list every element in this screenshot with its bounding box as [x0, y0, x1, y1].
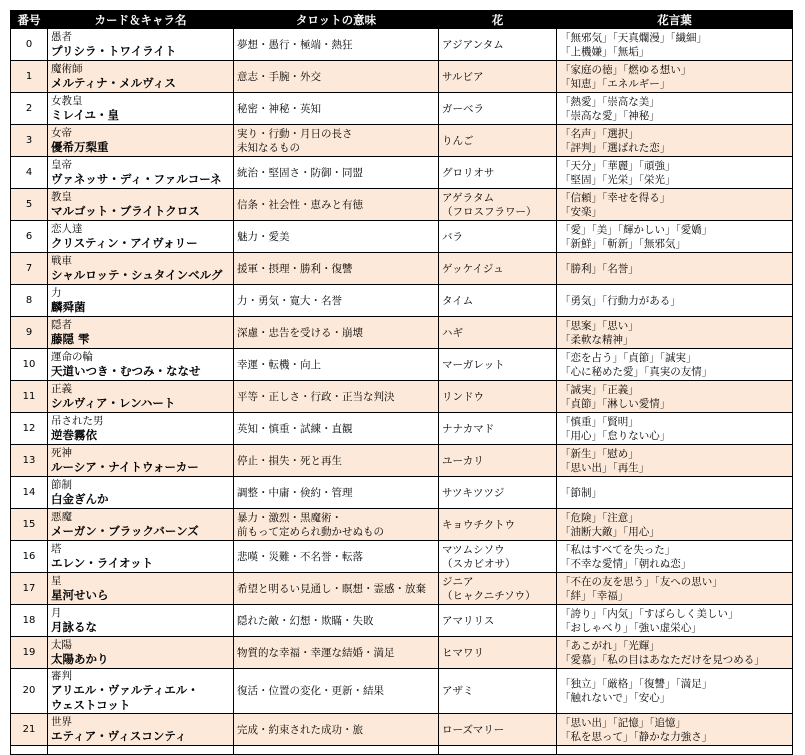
flower-language-cell — [557, 349, 793, 381]
character-name: 白金ぎんか — [51, 492, 109, 506]
card-number-cell: 1 — [11, 61, 48, 93]
meaning-line: 暴力・激烈・黒魔術・ — [237, 511, 342, 524]
flower-language-line: 「柔軟な精神」 — [560, 333, 634, 346]
flower-language-line: 「崇高な愛」「神秘」 — [560, 109, 660, 122]
flower-language-cell — [557, 413, 793, 445]
card-name-cell — [48, 61, 234, 93]
card-number-cell: 2 — [11, 93, 48, 125]
card-name-cell — [48, 669, 234, 714]
card-title: 節制 — [51, 479, 72, 491]
flower-language-line: 「貞節」「淋しい愛情」 — [560, 397, 671, 410]
flower-cell — [439, 93, 557, 125]
flower-language-cell — [557, 477, 793, 509]
tarot-meaning-cell — [234, 349, 439, 381]
flower-cell — [439, 509, 557, 541]
flower-cell — [439, 285, 557, 317]
card-number-cell: 12 — [11, 413, 48, 445]
flower-cell — [439, 317, 557, 349]
meaning-line: 秘密・神秘・英知 — [237, 102, 321, 115]
meaning-line: 力・勇気・寛大・名誉 — [237, 294, 342, 307]
card-name-cell — [48, 413, 234, 445]
flower-language-line: 「熱愛」「崇高な美」 — [560, 95, 660, 108]
flower-language-line: 「誠実」「正義」 — [560, 383, 639, 396]
character-name: ルーシア・ナイトウォーカー — [51, 460, 199, 474]
meaning-line: 実り・行動・月日の長さ — [237, 127, 353, 140]
tarot-meaning-cell — [234, 285, 439, 317]
table-row — [11, 189, 793, 221]
meaning-line: 調整・中庸・倹約・管理 — [237, 486, 353, 499]
card-name-cell — [48, 221, 234, 253]
card-title: 吊された男 — [51, 415, 104, 427]
meaning-line: 深慮・忠告を受ける・崩壊 — [237, 326, 363, 339]
card-name-cell — [48, 445, 234, 477]
flower-line: （ヒャクニチソウ） — [442, 589, 536, 602]
card-number-cell: 5 — [11, 189, 48, 221]
flower-language-line: 「不幸な愛情」「朝れぬ恋」 — [560, 557, 692, 570]
character-name: シャルロッテ・シュタインベルグ — [51, 268, 223, 282]
flower-cell — [439, 381, 557, 413]
tarot-meaning-cell — [234, 253, 439, 285]
flower-language-line: 「心に秘めた愛」「真実の友情」 — [560, 365, 713, 378]
header-flower: 花 — [439, 11, 557, 29]
flower-cell — [439, 221, 557, 253]
tarot-meaning-cell — [234, 541, 439, 573]
flower-language-line: 「恋を占う」「貞節」「誠実」 — [560, 351, 697, 364]
tarot-meaning-cell — [234, 61, 439, 93]
card-title: 女教皇 — [51, 95, 83, 107]
table-row — [11, 573, 793, 605]
card-title: 力 — [51, 287, 62, 299]
card-title: 世界 — [51, 716, 72, 728]
character-name: 藤隠 雫 — [51, 332, 90, 346]
header-card-name: カード＆キャラ名 — [48, 11, 234, 29]
table-row — [11, 445, 793, 477]
card-title: 教皇 — [51, 191, 72, 203]
empty-cell — [48, 746, 234, 755]
tarot-meaning-cell — [234, 221, 439, 253]
flower-language-cell — [557, 93, 793, 125]
flower-language-cell — [557, 445, 793, 477]
flower-cell — [439, 253, 557, 285]
flower-language-line: 「名声」「選択」 — [560, 127, 639, 140]
meaning-line: 隠れた敵・幻想・欺瞞・失敗 — [237, 614, 374, 627]
table-row — [11, 253, 793, 285]
flower-language-line: 「無邪気」「天真爛漫」「繊細」 — [560, 31, 707, 44]
meaning-line: 夢想・愚行・極端・熱狂 — [237, 38, 353, 51]
card-name-cell — [48, 637, 234, 669]
meaning-line: 物質的な幸福・幸運な結婚・満足 — [237, 646, 395, 659]
meaning-line: 悲嘆・災難・不名誉・転落 — [237, 550, 363, 563]
card-title: 星 — [51, 575, 62, 587]
flower-line: ナナカマド — [442, 422, 495, 435]
card-title: 審判 — [51, 670, 72, 682]
card-number-cell: 0 — [11, 29, 48, 61]
flower-line: ヒマワリ — [442, 646, 484, 659]
card-title: 皇帝 — [51, 159, 72, 171]
meaning-line: 停止・損失・死と再生 — [237, 454, 342, 467]
flower-language-cell — [557, 157, 793, 189]
flower-language-cell — [557, 669, 793, 714]
character-name: 天道いつき・むつみ・ななせ — [51, 364, 201, 378]
flower-cell — [439, 605, 557, 637]
flower-cell — [439, 637, 557, 669]
flower-language-cell — [557, 125, 793, 157]
character-name: メルティナ・メルヴィス — [51, 76, 176, 90]
meaning-line: 平等・正しさ・行政・正当な判決 — [237, 390, 395, 403]
flower-cell — [439, 189, 557, 221]
flower-language-cell — [557, 381, 793, 413]
flower-language-line: 「誇り」「内気」「すばらしく美しい」 — [560, 607, 739, 620]
character-name: 優希万梨重 — [51, 140, 109, 154]
header-row — [11, 11, 793, 29]
table-row — [11, 714, 793, 746]
tarot-meaning-cell — [234, 669, 439, 714]
empty-cell — [234, 746, 439, 755]
table-row — [11, 221, 793, 253]
flower-language-line: 「思い出」「再生」 — [560, 461, 650, 474]
flower-cell — [439, 61, 557, 93]
flower-language-cell — [557, 541, 793, 573]
table-row — [11, 637, 793, 669]
card-title: 魔術師 — [51, 63, 83, 75]
character-name: 麟舜菌 — [51, 300, 86, 314]
flower-line: アザミ — [442, 685, 474, 697]
meaning-line: 援軍・摂理・勝利・復讐 — [237, 262, 353, 275]
character-name: 月詠るな — [51, 620, 97, 634]
flower-line: アマリリス — [442, 614, 495, 627]
flower-language-line: 「慎重」「賢明」 — [560, 415, 639, 428]
card-title: 正義 — [51, 383, 72, 395]
flower-language-line: 「安楽」 — [560, 205, 602, 218]
card-number-cell: 3 — [11, 125, 48, 157]
meaning-line: 魅力・愛美 — [237, 230, 290, 243]
flower-cell — [439, 573, 557, 605]
flower-language-line: 「危険」「注意」 — [560, 511, 639, 524]
card-number-cell: 17 — [11, 573, 48, 605]
card-title: 月 — [51, 607, 62, 619]
character-name: ヴァネッサ・ディ・ファルコーネ — [51, 172, 222, 186]
empty-cell — [11, 746, 48, 755]
meaning-line: 前もって定められ動かせぬもの — [237, 525, 384, 538]
empty-row — [11, 746, 793, 755]
character-name: メーガン・ブラックバーンズ — [51, 524, 199, 538]
flower-language-line: 「愛慕」「私の目はあなただけを見つめる」 — [560, 653, 765, 666]
flower-language-line: 「勇気」「行動力がある」 — [560, 294, 681, 307]
card-title: 戦車 — [51, 255, 72, 267]
table-row — [11, 349, 793, 381]
table-row — [11, 157, 793, 189]
meaning-line: 希望と明るい見通し・瞑想・霊感・放棄 — [237, 582, 426, 595]
flower-language-line: 「信頼」「幸せを得る」 — [560, 191, 671, 204]
card-number-cell: 14 — [11, 477, 48, 509]
flower-language-line: 「評判」「選ばれた恋」 — [560, 141, 671, 154]
flower-language-line: 「私はすべてを失った」 — [560, 543, 676, 556]
card-title: 太陽 — [51, 639, 72, 651]
tarot-meaning-cell — [234, 445, 439, 477]
flower-language-cell — [557, 189, 793, 221]
card-title: 運命の輪 — [51, 351, 93, 363]
flower-language-cell — [557, 317, 793, 349]
flower-line: リンドウ — [442, 390, 484, 403]
tarot-meaning-cell — [234, 29, 439, 61]
tarot-meaning-cell — [234, 509, 439, 541]
flower-cell — [439, 29, 557, 61]
table-row — [11, 669, 793, 714]
card-name-cell — [48, 509, 234, 541]
card-number-cell: 19 — [11, 637, 48, 669]
flower-line: ゲッケイジュ — [442, 262, 504, 275]
flower-cell — [439, 669, 557, 714]
flower-line: タイム — [442, 294, 474, 307]
flower-language-line: 「愛」「美」「輝かしい」「愛嬌」 — [560, 223, 713, 236]
meaning-line: 復活・位置の変化・更新・結果 — [237, 685, 384, 697]
meaning-line: 信条・社会性・恵みと有徳 — [237, 198, 363, 211]
flower-line: ガーベラ — [442, 102, 484, 115]
flower-line: りんご — [442, 134, 474, 147]
card-name-cell — [48, 285, 234, 317]
empty-cell — [439, 746, 557, 755]
flower-line: ユーカリ — [442, 454, 484, 467]
flower-cell — [439, 445, 557, 477]
flower-language-line: 「触れないで」「安心」 — [560, 692, 671, 704]
flower-language-line: 「知恵」「エネルギー」 — [560, 77, 671, 90]
flower-language-cell — [557, 714, 793, 746]
tarot-meaning-cell — [234, 413, 439, 445]
flower-language-line: 「新鮮」「斬新」「無邪気」 — [560, 237, 686, 250]
card-name-cell — [48, 93, 234, 125]
card-title: 悪魔 — [51, 511, 72, 523]
flower-language-line: 「私を思って」「静かな力強さ」 — [560, 730, 713, 743]
tarot-meaning-cell — [234, 189, 439, 221]
flower-language-line: 「家庭の徳」「燃ゆる想い」 — [560, 63, 692, 76]
card-name-cell — [48, 714, 234, 746]
table-row — [11, 317, 793, 349]
card-number-cell: 21 — [11, 714, 48, 746]
flower-language-cell — [557, 637, 793, 669]
flower-language-line: 「用心」「怠りない心」 — [560, 429, 671, 442]
table-row — [11, 381, 793, 413]
card-name-cell — [48, 29, 234, 61]
card-name-cell — [48, 125, 234, 157]
flower-language-line: 「思案」「思い」 — [560, 319, 639, 332]
table-row — [11, 285, 793, 317]
flower-language-line: 「思い出」「記憶」「追憶」 — [560, 716, 686, 729]
tarot-meaning-cell — [234, 381, 439, 413]
card-number-cell: 10 — [11, 349, 48, 381]
flower-language-line: 「天分」「華麗」「頑強」 — [560, 159, 676, 172]
header-flower-language: 花言葉 — [557, 11, 793, 29]
card-number-cell: 13 — [11, 445, 48, 477]
table-row — [11, 477, 793, 509]
flower-language-line: 「おしゃべり」「強い虚栄心」 — [560, 621, 702, 634]
flower-cell — [439, 477, 557, 509]
flower-language-cell — [557, 61, 793, 93]
tarot-meaning-cell — [234, 637, 439, 669]
flower-cell — [439, 541, 557, 573]
card-number-cell: 18 — [11, 605, 48, 637]
card-name-cell — [48, 541, 234, 573]
card-number-cell: 8 — [11, 285, 48, 317]
character-name: ミレイユ・皇 — [51, 108, 119, 122]
flower-cell — [439, 157, 557, 189]
table-row — [11, 605, 793, 637]
flower-line: （フロスフラワー） — [442, 205, 537, 218]
card-title: 死神 — [51, 447, 72, 459]
meaning-line: 意志・手腕・外交 — [237, 70, 321, 83]
flower-language-cell — [557, 573, 793, 605]
flower-language-line: 「節制」 — [560, 486, 602, 499]
card-number-cell: 7 — [11, 253, 48, 285]
character-name: マルゴット・ブライトクロス — [51, 204, 200, 218]
card-title: 愚者 — [51, 31, 72, 43]
flower-line: グロリオサ — [442, 166, 495, 179]
table-row — [11, 413, 793, 445]
card-title: 塔 — [51, 543, 62, 555]
flower-language-line: 「あこがれ」「光輝」 — [560, 639, 660, 652]
flower-line: （スカビオサ） — [442, 557, 516, 570]
flower-language-line: 「絆」「幸福」 — [560, 589, 629, 602]
meaning-line: 幸運・転機・向上 — [237, 358, 321, 371]
flower-line: ハギ — [442, 326, 463, 339]
flower-language-cell — [557, 253, 793, 285]
tarot-meaning-cell — [234, 605, 439, 637]
character-name: ウェストコット — [51, 698, 131, 712]
card-name-cell — [48, 317, 234, 349]
tarot-meaning-cell — [234, 477, 439, 509]
flower-line: キョウチクトウ — [442, 518, 516, 531]
card-name-cell — [48, 189, 234, 221]
flower-line: マーガレット — [442, 358, 505, 371]
table-row — [11, 93, 793, 125]
flower-language-line: 「上機嫌」「無垢」 — [560, 45, 650, 58]
table-row — [11, 541, 793, 573]
flower-language-cell — [557, 285, 793, 317]
flower-language-cell — [557, 29, 793, 61]
flower-cell — [439, 349, 557, 381]
card-number-cell: 9 — [11, 317, 48, 349]
character-name: クリスティン・アイヴォリー — [51, 236, 198, 250]
flower-line: アジアンタム — [442, 38, 504, 51]
tarot-meaning-cell — [234, 157, 439, 189]
tarot-meaning-cell — [234, 125, 439, 157]
meaning-line: 未知なるもの — [237, 141, 300, 154]
character-name: 逆巻霧依 — [51, 428, 97, 442]
card-name-cell — [48, 157, 234, 189]
flower-line: サツキツツジ — [442, 486, 505, 499]
flower-cell — [439, 714, 557, 746]
character-name: エレン・ライオット — [51, 556, 154, 570]
tarot-flower-table — [10, 10, 793, 755]
card-number-cell: 4 — [11, 157, 48, 189]
character-name: 星河せいら — [51, 588, 109, 602]
flower-cell — [439, 413, 557, 445]
table-body — [11, 29, 793, 755]
character-name: 太陽あかり — [51, 652, 109, 666]
card-name-cell — [48, 381, 234, 413]
table-row — [11, 29, 793, 61]
flower-language-line: 「勝利」「名誉」 — [560, 262, 639, 275]
card-number-cell: 20 — [11, 669, 48, 714]
meaning-line: 統治・堅固さ・防御・同盟 — [237, 166, 363, 179]
flower-line: サルビア — [442, 70, 484, 83]
card-name-cell — [48, 605, 234, 637]
meaning-line: 英知・慎重・試練・直観 — [237, 422, 353, 435]
tarot-meaning-cell — [234, 317, 439, 349]
card-number-cell: 15 — [11, 509, 48, 541]
character-name: プリシラ・トワイライト — [51, 44, 177, 58]
flower-cell — [439, 125, 557, 157]
card-name-cell — [48, 477, 234, 509]
meaning-line: 完成・約束された成功・旅 — [237, 723, 363, 736]
character-name: アリエル・ヴァルティエル・ — [51, 683, 199, 697]
flower-language-line: 「不在の友を思う」「友への思い」 — [560, 575, 723, 588]
flower-language-cell — [557, 221, 793, 253]
character-name: エティア・ヴィスコンティ — [51, 729, 187, 743]
card-title: 女帝 — [51, 127, 72, 139]
card-number-cell: 16 — [11, 541, 48, 573]
flower-line: バラ — [442, 230, 463, 243]
tarot-meaning-cell — [234, 573, 439, 605]
empty-cell — [557, 746, 793, 755]
flower-language-line: 「新生」「慰め」 — [560, 447, 639, 460]
card-title: 隠者 — [51, 319, 72, 331]
header-number: 番号 — [11, 11, 48, 29]
flower-language-cell — [557, 605, 793, 637]
card-name-cell — [48, 349, 234, 381]
flower-line: ローズマリー — [442, 723, 505, 736]
flower-line: アゲラタム — [442, 191, 495, 204]
flower-line: マツムシソウ — [442, 543, 505, 556]
card-number-cell: 6 — [11, 221, 48, 253]
flower-language-line: 「独立」「厳格」「復讐」「満足」 — [560, 678, 713, 690]
character-name: シルヴィア・レンハート — [51, 396, 176, 410]
table-row — [11, 61, 793, 93]
card-number-cell: 11 — [11, 381, 48, 413]
flower-language-line: 「油断大敵」「用心」 — [560, 525, 660, 538]
tarot-meaning-cell — [234, 714, 439, 746]
flower-line: ジニア — [442, 575, 474, 588]
card-name-cell — [48, 573, 234, 605]
flower-language-line: 「堅固」「光栄」「栄光」 — [560, 173, 676, 186]
card-name-cell — [48, 253, 234, 285]
table-row — [11, 509, 793, 541]
flower-language-cell — [557, 509, 793, 541]
card-title: 恋人達 — [51, 223, 83, 235]
table-row — [11, 125, 793, 157]
tarot-meaning-cell — [234, 93, 439, 125]
header-tarot-meaning: タロットの意味 — [234, 11, 439, 29]
